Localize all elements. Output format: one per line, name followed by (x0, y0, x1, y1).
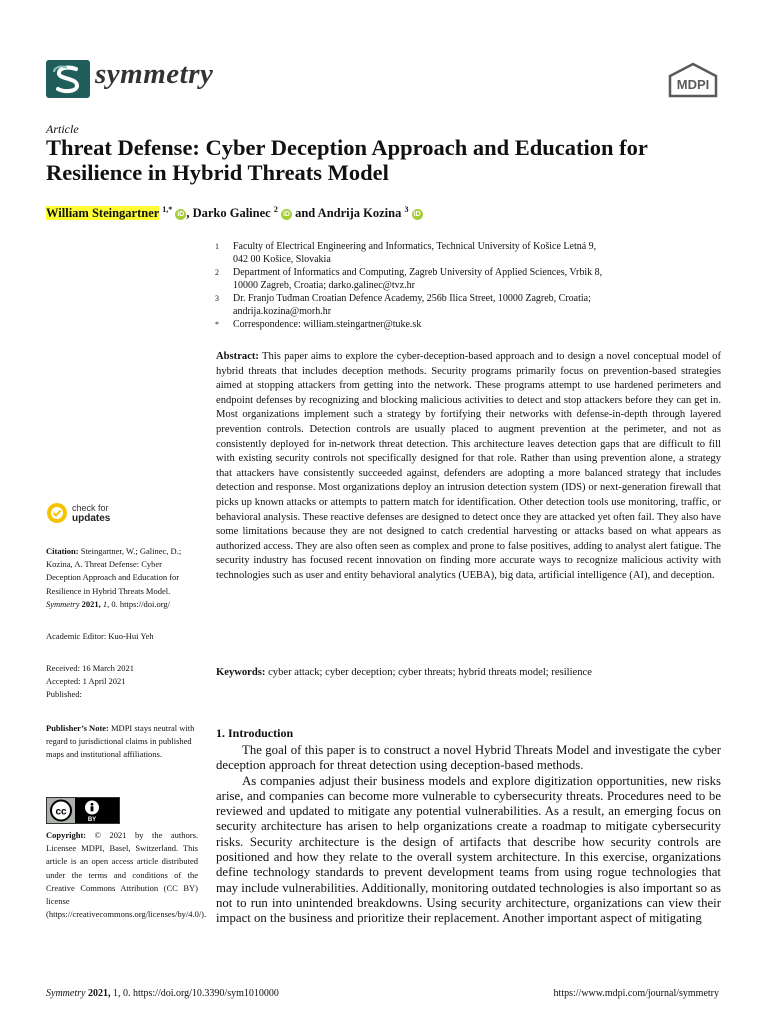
keywords-text: cyber attack; cyber deception; cyber threats; hybrid threats model; resilience (268, 667, 592, 678)
journal-name: symmetry (95, 58, 214, 90)
author-name[interactable]: William Steingartner (46, 206, 160, 221)
correspondence: * Correspondence: william.steingartner@tuke.sk (215, 319, 422, 330)
keywords-label: Keywords: (216, 667, 266, 678)
affiliations (215, 240, 715, 331)
abstract (216, 350, 721, 584)
publisher-note: Publisher’s Note: MDPI stays neutral with regard to jurisdictional claims in published maps and institutional affiliations. (46, 723, 195, 760)
author-name[interactable]: Andrija Kozina (317, 206, 402, 221)
orcid-icon[interactable]: iD (413, 210, 421, 218)
publisher-name: MDPI (676, 77, 710, 92)
article-title: Threat Defense: Cyber Deception Approach and Education for Resilience in Hybrid Threats Model (46, 135, 648, 185)
orcid-icon[interactable]: iD (282, 210, 290, 218)
accepted-date: Accepted: 1 April 2021 (46, 676, 126, 687)
check-updates-icon (46, 502, 68, 524)
affiliation-item: 1 Faculty of Electrical Engineering and Informatics, Technical University of Košice Letná 9, 042 00 Košice, Slovakia (215, 241, 597, 265)
received-date: Received: 16 March 2021 (46, 663, 135, 673)
author-affil-mark: 2 (273, 205, 278, 214)
citation-block: Citation: Steingartner, W.; Galinec, D.; Kozina, A. Threat Defense: Cyber Deception Approach and Education for Resilience in Hybrid Threats Model. Symmetry 2021, 1, 0. https://doi.org/ (46, 546, 182, 609)
footer-citation: Symmetry 2021, 1, 0. https://doi.org/10.3390/sym1010000 (46, 988, 279, 999)
section-heading-introduction: 1. Introduction (216, 726, 294, 740)
introduction-body (216, 743, 721, 927)
cc-by-label: BY (87, 817, 97, 823)
mdpi-logo-icon (666, 62, 720, 100)
affiliation-item: 3 Dr. Franjo Tuđman Croatian Defence Academy, 256b Ilica Street, 10000 Zagreb, Croatia; andrija.kozina@morh.hr (215, 293, 591, 317)
abstract-label: Abstract: (216, 351, 259, 362)
author-affil-mark: 1,* (162, 205, 173, 214)
cc-by-icon (47, 798, 119, 823)
article-type: Article (46, 122, 79, 136)
academic-editor: Academic Editor: Kuo-Hui Yeh (46, 631, 154, 641)
author-affil-mark: 3 (404, 205, 409, 214)
keywords (216, 666, 721, 680)
abstract-text: This paper aims to explore the cyber-deception-based approach and to design a novel conceptual model of hybrid threats that includes deception methods. Security programs primarily focus on prevention-based strategies aimed at stopping attackers from getting into the network. These programs attempt to use hardened perimeters and endpoint defenses by recognizing and blocking malicious activities to detect and stop attackers before they can get in. Most organizations implement such a strategy by fortifying their networks with defense-in-depth through layered prevention controls. Detection controls are usually placed to augment prevention at the perimeter, and not as consistently deployed for in-network threat detection. This architecture leaves detection gaps that are difficult to fill with existing security controls not specifically designed for that role. Rather than using prevention alone, a strategy that attackers have consistently succeeded against, defenders are adopting a more balanced strategy that includes detection and response. Most organizations deploy an intrusion detection system (IDS) or next-generation firewall that picks up known attacks or attempts to pattern match for identification. Other detection tools use monitoring, traffic, or behavioral analysis. These reactive defenses are designed to detect once they are attacked yet often fail. They also have some limitations because they are not designed to catch credential harvesting or attacks based on what appears as authorized access. They are also often seen as complex and prone to false positives, adding to analyst alert fatigue. The security industry has focused recent innovation on finding more accurate ways to recognize malicious activity with technologies such as user and entity behavioral analytics (UEBA), big data, artificial intelligence (AI), and deception. (216, 351, 721, 581)
published-date: Published: (46, 689, 82, 700)
author-name[interactable]: Darko Galinec (192, 206, 271, 221)
check-updates-line2: updates (72, 513, 111, 524)
journal-url-link[interactable]: https://www.mdpi.com/journal/symmetry (553, 988, 719, 999)
symmetry-logo-icon (46, 60, 90, 98)
check-for-updates-button[interactable] (46, 500, 156, 526)
affiliation-item: 2 Department of Informatics and Computing, Zagreb University of Applied Sciences, Vrbik 8, 10000 Zagreb, Croatia; darko.galinec@tvz.hr (215, 267, 603, 291)
orcid-icon[interactable]: iD (177, 210, 185, 218)
citation-doi-link[interactable]: 0. https://doi.org/ (111, 598, 171, 609)
copyright-block: Copyright: © 2021 by the authors. Licensee MDPI, Basel, Switzerland. This article is an open access article distributed under the terms and conditions of the Creative Commons Attribution (CC BY) license (https://creativecommons.org/licenses/by/4.0/). (46, 830, 207, 920)
author-list: William Steingartner $^{1,*}$ iD , Darko Galinec $^2$ iD and Andrija Kozina $^3$ iD (46, 205, 421, 221)
check-updates-line1: check for (72, 503, 109, 513)
svg-text:cc: cc (55, 806, 67, 818)
cc-by-license-badge[interactable] (46, 797, 120, 824)
paragraph: As companies adjust their business models and explore digitization opportunities, new risks arise, and companies can become more vulnerable to cybersecurity threats. Procedures need to be reviewed and updated to mitigate any potential vulnerabilities. As a result, an emerging focus on security architecture has arisen to help organizations create a roadmap to mitigate cybersecurity risks. Security architecture is the design of artifacts that describe how security controls are positioned and how they relate to the overall system architecture. In this exercise, organizations define technology standards to prevent development teams from using rogue technologies that may include vulnerabilities. Additionally, monitoring outdated technologies is also important so as not to run into unintended breakdowns. Using security architecture, organizations can view their impact on the business and prioritize their replacement. Another important aspect of mitigating (216, 773, 721, 926)
paragraph: The goal of this paper is to construct a novel Hybrid Threats Model and investigate the cyber deception approach for threat detection using deception-based methods. (216, 743, 721, 773)
dates-block (46, 662, 198, 702)
